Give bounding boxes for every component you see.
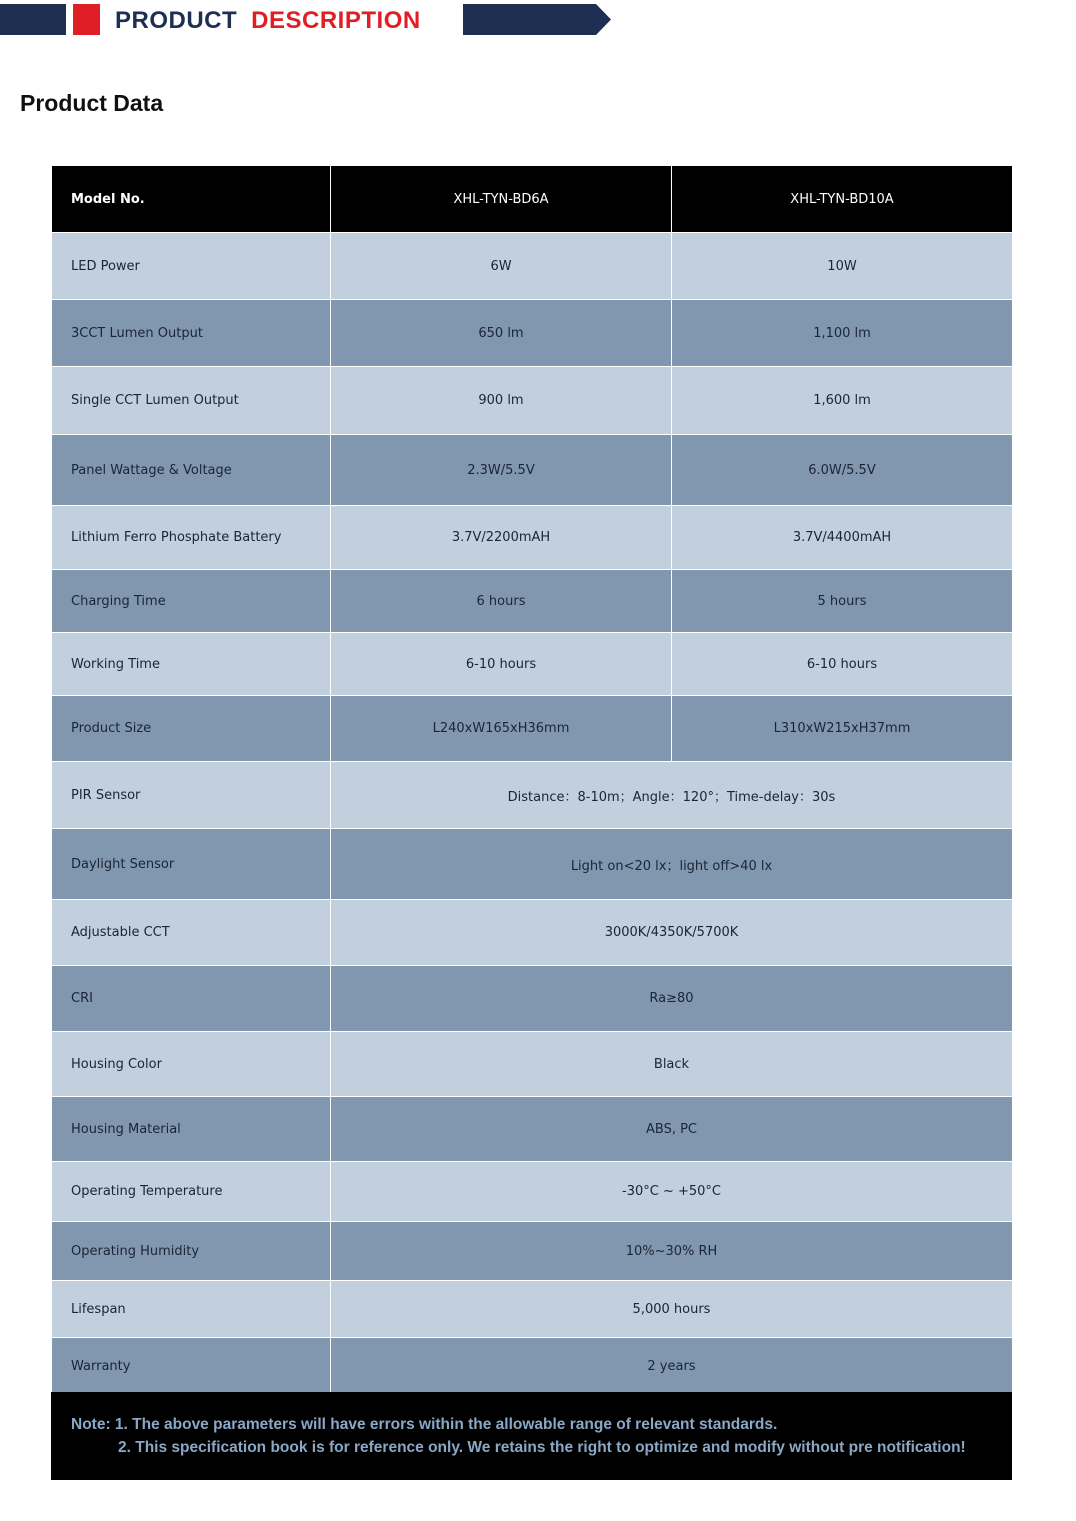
row-value-a: 650 lm	[331, 300, 672, 367]
table-row	[52, 1222, 1013, 1281]
table-row	[52, 367, 1013, 435]
table-row	[52, 1281, 1013, 1338]
header-model-b: XHL-TYN-BD10A	[672, 166, 1013, 233]
table-row	[52, 966, 1013, 1032]
row-value-a: 6 hours	[331, 570, 672, 633]
table-row	[52, 570, 1013, 633]
header-label: Model No.	[52, 166, 331, 233]
table-row	[52, 506, 1013, 570]
table-row	[52, 233, 1013, 300]
table-row	[52, 633, 1013, 696]
row-label: Panel Wattage & Voltage	[52, 435, 331, 506]
row-label: PIR Sensor	[52, 762, 331, 829]
note-line-1: Note: 1. The above parameters will have errors within the allowable range of relevant standards.	[71, 1416, 778, 1433]
row-value-b: 3.7V/4400mAH	[672, 506, 1013, 570]
row-label: CRI	[52, 966, 331, 1032]
row-value-merged: -30°C ~ +50°C	[331, 1162, 1013, 1222]
row-label: Warranty	[52, 1338, 331, 1395]
row-value-b: 6.0W/5.5V	[672, 435, 1013, 506]
table-row	[52, 696, 1013, 762]
row-label: Lithium Ferro Phosphate Battery	[52, 506, 331, 570]
row-value-a: L240xW165xH36mm	[331, 696, 672, 762]
banner-red-block	[73, 4, 100, 35]
row-value-a: 3.7V/2200mAH	[331, 506, 672, 570]
banner-left-bar	[0, 4, 66, 35]
row-label: Operating Humidity	[52, 1222, 331, 1281]
banner-arrow-icon	[463, 4, 611, 35]
row-value-merged: 3000K/4350K/5700K	[331, 900, 1013, 966]
row-label: Lifespan	[52, 1281, 331, 1338]
row-label: Housing Material	[52, 1097, 331, 1162]
table-row	[52, 1032, 1013, 1097]
row-value-b: 10W	[672, 233, 1013, 300]
row-value-a: 6-10 hours	[331, 633, 672, 696]
note-box	[51, 1392, 1012, 1480]
table-row	[52, 1097, 1013, 1162]
row-label: 3CCT Lumen Output	[52, 300, 331, 367]
row-label: Charging Time	[52, 570, 331, 633]
banner-title	[115, 5, 421, 36]
table-header-row	[52, 166, 1013, 233]
row-label: Single CCT Lumen Output	[52, 367, 331, 435]
row-label: Adjustable CCT	[52, 900, 331, 966]
table-row	[52, 435, 1013, 506]
row-value-merged: Light on<20 lx；light off>40 lx	[331, 829, 1013, 900]
row-label: Product Size	[52, 696, 331, 762]
row-label: Working Time	[52, 633, 331, 696]
row-value-a: 2.3W/5.5V	[331, 435, 672, 506]
header-model-a: XHL-TYN-BD6A	[331, 166, 672, 233]
spec-table	[51, 165, 1013, 1395]
row-value-merged: Ra≥80	[331, 966, 1013, 1032]
row-label: Housing Color	[52, 1032, 331, 1097]
row-value-merged: 2 years	[331, 1338, 1013, 1395]
table-row	[52, 1162, 1013, 1222]
row-value-a: 900 lm	[331, 367, 672, 435]
row-value-merged: Distance：8-10m；Angle：120°；Time-delay：30s	[331, 762, 1013, 829]
row-value-merged: 5,000 hours	[331, 1281, 1013, 1338]
row-label: Daylight Sensor	[52, 829, 331, 900]
table-row	[52, 762, 1013, 829]
row-value-b: 1,600 lm	[672, 367, 1013, 435]
banner-title-word-2: DESCRIPTION	[251, 7, 421, 34]
note-line-2: 2. This specification book is for reference only. We retains the right to optimize and modify without pre notification!	[118, 1439, 966, 1456]
table-row	[52, 300, 1013, 367]
banner-title-word-1: PRODUCT	[115, 7, 238, 34]
row-value-b: 1,100 lm	[672, 300, 1013, 367]
page-title: Product Data	[20, 90, 164, 116]
row-label: LED Power	[52, 233, 331, 300]
row-value-a: 6W	[331, 233, 672, 300]
row-value-merged: 10%~30% RH	[331, 1222, 1013, 1281]
table-row	[52, 1338, 1013, 1395]
section-banner	[0, 0, 620, 38]
row-value-merged: Black	[331, 1032, 1013, 1097]
row-value-merged: ABS, PC	[331, 1097, 1013, 1162]
table-row	[52, 829, 1013, 900]
table-row	[52, 900, 1013, 966]
row-value-b: 6-10 hours	[672, 633, 1013, 696]
row-value-b: 5 hours	[672, 570, 1013, 633]
row-value-b: L310xW215xH37mm	[672, 696, 1013, 762]
row-label: Operating Temperature	[52, 1162, 331, 1222]
